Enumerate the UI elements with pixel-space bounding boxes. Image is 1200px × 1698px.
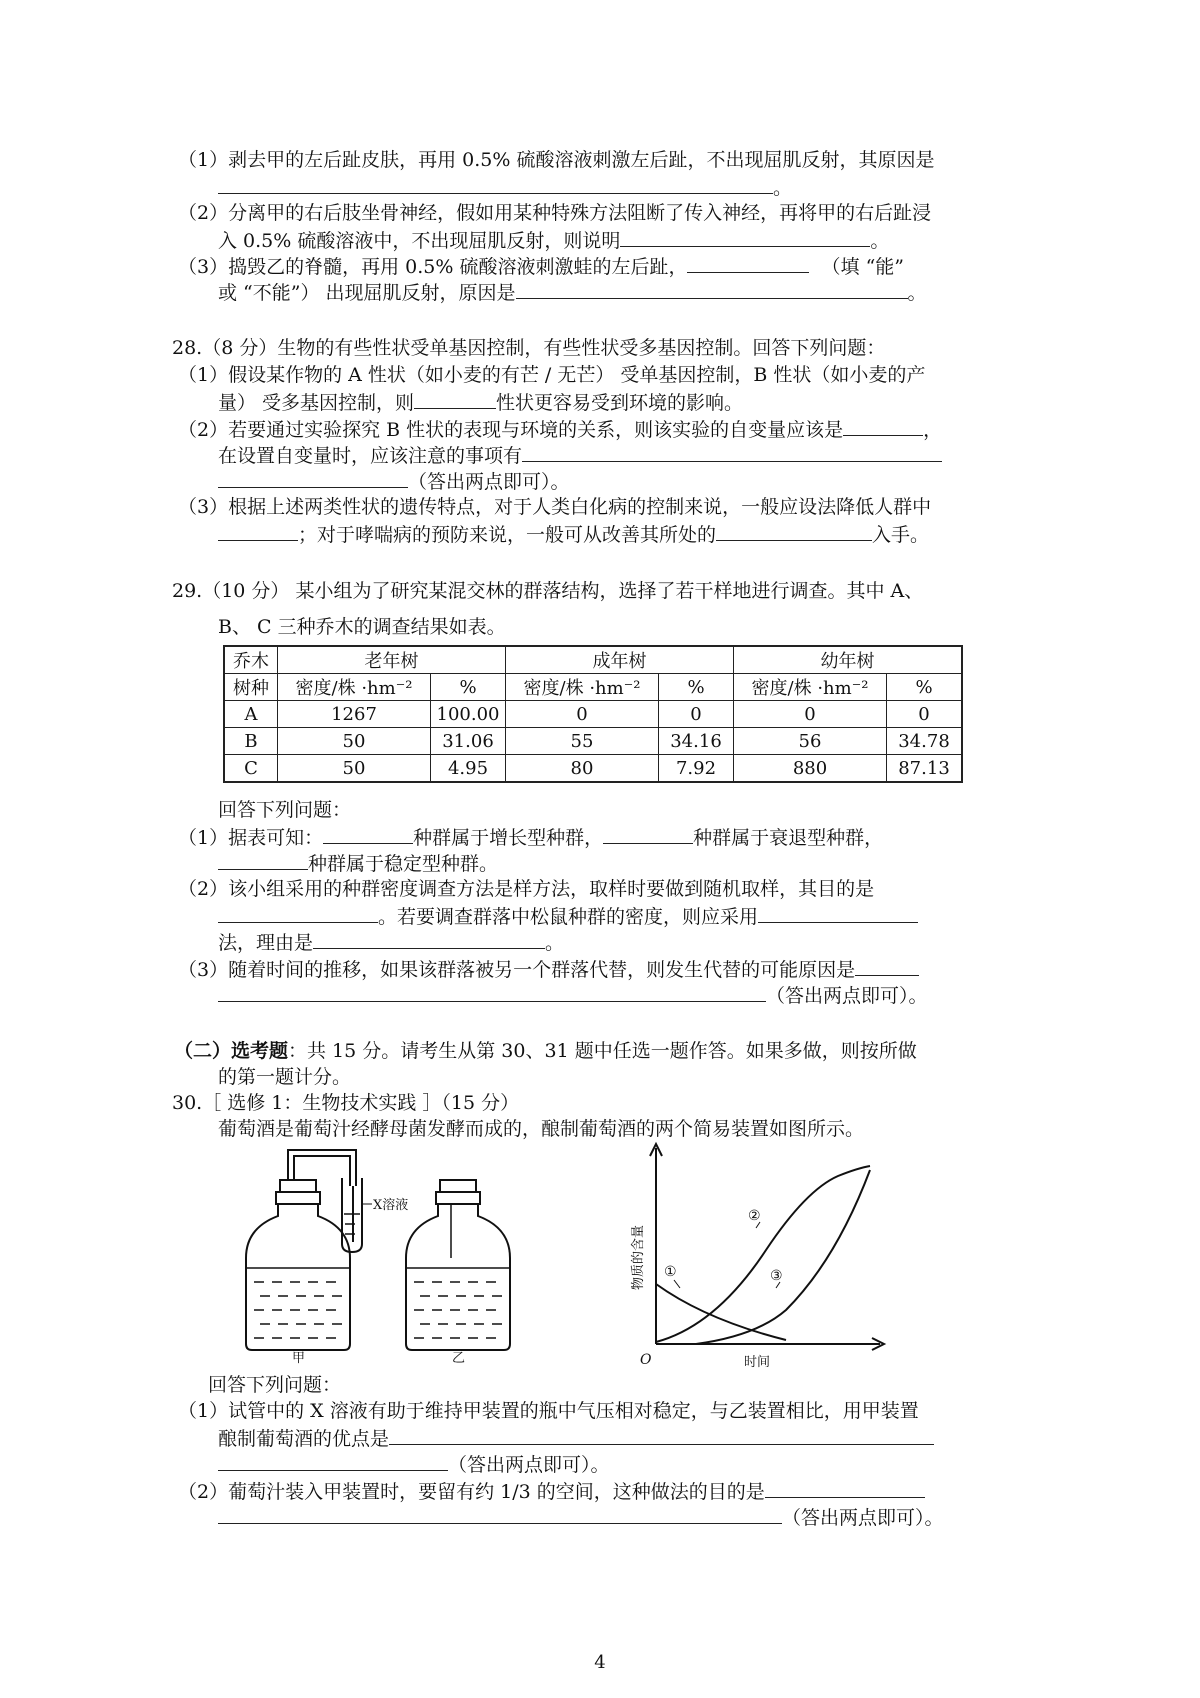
q27-part1-answer: 。 xyxy=(218,173,792,201)
curve-2 xyxy=(656,1166,870,1342)
curve-2-label: ② xyxy=(748,1208,761,1224)
q30-part2-line1: （2）葡萄汁装入甲装置时，要留有约 1/3 的空间，这种做法的目的是 xyxy=(178,1477,925,1505)
q28-part1-line2: 量） 受多基因控制，则 性状更容易受到环境的影响。 xyxy=(218,388,743,416)
q29-part2-line3: 法，理由是 。 xyxy=(218,928,564,956)
answer-blank[interactable] xyxy=(765,1477,925,1498)
answer-blank[interactable] xyxy=(716,520,872,541)
answer-blank[interactable] xyxy=(758,902,918,923)
q29-title: 29.（10 分） 某小组为了研究某混交林的群落结构，选择了若干样地进行调查。其中 A、 xyxy=(172,580,924,602)
table-cell: 56 xyxy=(734,728,887,755)
table-cell: C xyxy=(224,755,278,783)
table-cell: 0 xyxy=(734,701,887,728)
q29-part3-line2: （答出两点即可）。 xyxy=(218,981,928,1009)
q27-part3-line1: （3）捣毁乙的脊髓，再用 0.5% 硫酸溶液刺激蛙的左后趾， （填 “能” xyxy=(178,252,904,280)
table-row xyxy=(224,728,962,755)
q28-part2-line3: （答出两点即可）。 xyxy=(218,467,570,495)
answer-blank[interactable] xyxy=(218,902,378,923)
table-header-old: 老年树 xyxy=(278,646,506,674)
table-header-percent: % xyxy=(887,674,963,701)
table-cell: 0 xyxy=(506,701,659,728)
table-cell: 50 xyxy=(278,728,431,755)
table-cell: 55 xyxy=(506,728,659,755)
q30-part1-line1: （1）试管中的 X 溶液有助于维持甲装置的瓶中气压相对稳定，与乙装置相比，用甲装置 xyxy=(178,1400,919,1422)
x-solution-label: X溶液 xyxy=(373,1198,409,1213)
q30-part2-line2: （答出两点即可）。 xyxy=(218,1503,944,1531)
answer-blank[interactable] xyxy=(603,823,693,844)
table-header-adult: 成年树 xyxy=(506,646,734,674)
bottle-jia-body xyxy=(246,1204,350,1350)
curve-1-label: ① xyxy=(664,1264,677,1280)
curve-3-label: ③ xyxy=(770,1268,783,1284)
elective-heading: （二）选考题：共 15 分。请考生从第 30、31 题中任选一题作答。如果多做，则按所做 xyxy=(174,1040,917,1062)
q30-intro: 葡萄酒是葡萄汁经酵母菌发酵而成的，酿制葡萄酒的两个简易装置如图所示。 xyxy=(218,1118,865,1140)
table-header-density: 密度/株 ·hm⁻² xyxy=(734,674,887,701)
q29-answer-prompt: 回答下列问题： xyxy=(218,799,352,821)
answer-blank[interactable] xyxy=(855,955,919,976)
q28-title: 28.（8 分）生物的有些性状受单基因控制，有些性状受多基因控制。回答下列问题： xyxy=(172,337,886,359)
q27-part3-line2: 或 “不能”） 出现屈肌反射，原因是 。 xyxy=(218,278,927,306)
q28-part3-line1: （3）根据上述两类性状的遗传特点，对于人类白化病的控制来说，一般应设法降低人群中 xyxy=(178,496,932,518)
table-cell: 880 xyxy=(734,755,887,783)
q29-part2-line1: （2）该小组采用的种群密度调查方法是样方法，取样时要做到随机取样，其目的是 xyxy=(178,878,875,900)
answer-blank[interactable] xyxy=(323,823,413,844)
table-cell: 0 xyxy=(887,701,963,728)
graph-origin: O xyxy=(640,1352,652,1368)
table-cell: B xyxy=(224,728,278,755)
table-cell: 0 xyxy=(659,701,734,728)
q28-part2-line2: 在设置自变量时，应该注意的事项有 xyxy=(218,441,942,469)
table-header-young: 幼年树 xyxy=(734,646,963,674)
q28-part2-line1: （2）若要通过实验探究 B 性状的表现与环境的关系，则该实验的自变量应该是 ， xyxy=(178,415,942,443)
answer-blank[interactable] xyxy=(218,849,308,870)
table-cell: 34.78 xyxy=(887,728,963,755)
answer-blank[interactable] xyxy=(516,278,908,299)
table-cell: 50 xyxy=(278,755,431,783)
label-jia: 甲 xyxy=(292,1351,306,1366)
table-cell: 7.92 xyxy=(659,755,734,783)
fermentation-apparatus-figure xyxy=(240,1148,560,1366)
answer-blank[interactable] xyxy=(218,981,766,1002)
q27-part2-line2: 入 0.5% 硫酸溶液中，不出现屈肌反射，则说明 。 xyxy=(218,226,889,254)
answer-blank[interactable] xyxy=(843,415,923,436)
table-row xyxy=(224,701,962,728)
bottle-jia-cap xyxy=(276,1192,320,1204)
q30-title: 30.［ 选修 1：生物技术实践 ］（15 分） xyxy=(172,1092,520,1114)
q29-title-line2: B、 C 三种乔木的调查结果如表。 xyxy=(218,616,506,638)
answer-blank[interactable] xyxy=(414,388,496,409)
table-cell: 87.13 xyxy=(887,755,963,783)
table-header-density: 密度/株 ·hm⁻² xyxy=(506,674,659,701)
table-cell: 100.00 xyxy=(431,701,506,728)
answer-blank[interactable] xyxy=(218,520,298,541)
answer-blank[interactable] xyxy=(218,173,773,194)
table-header-percent: % xyxy=(659,674,734,701)
graph-x-label: 时间 xyxy=(744,1355,771,1370)
table-cell: 4.95 xyxy=(431,755,506,783)
bottle-yi-stopper xyxy=(440,1180,476,1192)
q30-answer-prompt: 回答下列问题： xyxy=(208,1374,342,1396)
q29-part1-line1: （1）据表可知： 种群属于增长型种群， 种群属于衰退型种群， xyxy=(178,823,883,851)
curve-1 xyxy=(656,1284,786,1340)
answer-blank[interactable] xyxy=(389,1424,934,1445)
q30-part1-line3: （答出两点即可）。 xyxy=(218,1450,610,1478)
label-yi: 乙 xyxy=(452,1351,466,1366)
table-cell: 80 xyxy=(506,755,659,783)
table-cell: A xyxy=(224,701,278,728)
answer-blank[interactable] xyxy=(687,252,809,273)
elective-heading-line2: 的第一题计分。 xyxy=(218,1066,352,1088)
answer-blank[interactable] xyxy=(218,467,408,488)
table-cell: 34.16 xyxy=(659,728,734,755)
q27-part2-line1: （2）分离甲的右后肢坐骨神经，假如用某种特殊方法阻断了传入神经，再将甲的右后趾浸 xyxy=(178,202,932,224)
answer-blank[interactable] xyxy=(218,1503,782,1524)
q29-part2-line2: 。若要调查群落中松鼠种群的密度，则应采用 xyxy=(218,902,918,930)
curve-3 xyxy=(696,1170,870,1344)
q29-part1-line2: 种群属于稳定型种群。 xyxy=(218,849,498,877)
answer-blank[interactable] xyxy=(218,1450,448,1471)
table-header-species: 乔木 xyxy=(224,646,278,674)
q29-part3-line1: （3）随着时间的推移，如果该群落被另一个群落代替，则发生代替的可能原因是 xyxy=(178,955,919,983)
substance-content-graph xyxy=(631,1140,936,1370)
survey-table xyxy=(223,645,963,783)
page-number: 4 xyxy=(594,1652,606,1673)
q27-part1: （1）剥去甲的左后趾皮肤，再用 0.5% 硫酸溶液刺激左后趾，不出现屈肌反射，其原因是 xyxy=(178,149,935,171)
table-row xyxy=(224,755,962,783)
table-cell: 1267 xyxy=(278,701,431,728)
bottle-jia-stopper xyxy=(280,1180,316,1192)
answer-blank[interactable] xyxy=(522,441,942,462)
answer-blank[interactable] xyxy=(313,928,545,949)
table-header-species-2: 树种 xyxy=(224,674,278,701)
q28-part3-line2: ；对于哮喘病的预防来说，一般可从改善其所处的 入手。 xyxy=(218,520,929,548)
answer-blank[interactable] xyxy=(620,226,870,247)
table-header-density: 密度/株 ·hm⁻² xyxy=(278,674,431,701)
table-cell: 31.06 xyxy=(431,728,506,755)
q28-part1-line1: （1）假设某作物的 A 性状（如小麦的有芒 / 无芒） 受单基因控制，B 性状（如小麦的产 xyxy=(178,364,926,386)
graph-y-label: 物质的含量 xyxy=(631,1224,646,1290)
q30-part1-line2: 酿制葡萄酒的优点是 xyxy=(218,1424,934,1452)
bottle-yi-body xyxy=(406,1204,510,1350)
bottle-yi-cap xyxy=(436,1192,480,1204)
table-header-percent: % xyxy=(431,674,506,701)
